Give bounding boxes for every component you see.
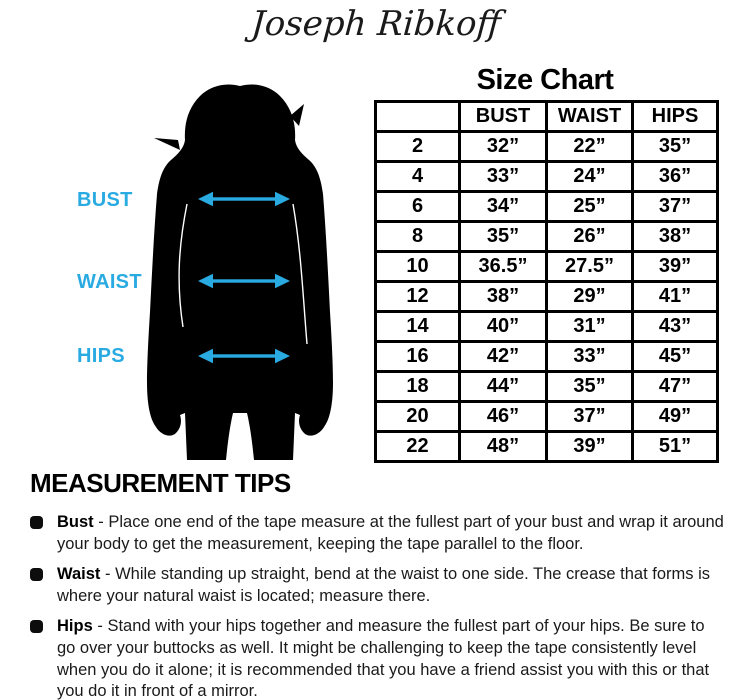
table-cell: 8 xyxy=(376,222,460,252)
table-cell: 36.5” xyxy=(460,252,547,282)
size-column-header xyxy=(376,102,460,132)
table-cell: 10 xyxy=(376,252,460,282)
table-cell: 12 xyxy=(376,282,460,312)
tip-label: Waist xyxy=(57,565,101,584)
table-cell: 35” xyxy=(460,222,547,252)
brand-logo: Joseph Ribkoff xyxy=(249,4,503,44)
table-cell: 41” xyxy=(633,282,718,312)
table-cell: 24” xyxy=(547,162,633,192)
table-cell: 29” xyxy=(547,282,633,312)
tip-text: Hips - Stand with your hips together and measure the fullest part of your hips. Be sure to go over your buttocks as well. It might be challenging to keep the tape consistently level when you do it alone; it is recommended that you have a friend assist you with this or that you do it in front of a mirror. xyxy=(57,617,710,700)
tip-waist xyxy=(30,564,736,607)
table-cell: 49” xyxy=(633,402,718,432)
table-cell: 35” xyxy=(633,132,718,162)
table-cell: 4 xyxy=(376,162,460,192)
table-cell: 2 xyxy=(376,132,460,162)
table-cell: 31” xyxy=(547,312,633,342)
table-cell: 45” xyxy=(633,342,718,372)
table-row xyxy=(376,432,718,462)
table-cell: 32” xyxy=(460,132,547,162)
table-cell: 22” xyxy=(547,132,633,162)
square-bullet-icon xyxy=(30,568,43,581)
table-cell: 14 xyxy=(376,312,460,342)
table-cell: 35” xyxy=(547,372,633,402)
bust-arrow-icon xyxy=(197,190,291,208)
table-row xyxy=(376,372,718,402)
measurement-tips-section xyxy=(30,468,736,700)
bust-label: BUST xyxy=(77,189,133,211)
table-cell: 43” xyxy=(633,312,718,342)
table-cell: 40” xyxy=(460,312,547,342)
table-cell: 38” xyxy=(460,282,547,312)
size-chart-body xyxy=(376,132,718,462)
table-cell: 26” xyxy=(547,222,633,252)
hair-strand-left xyxy=(154,138,180,150)
tip-label: Hips xyxy=(57,617,93,636)
table-cell: 6 xyxy=(376,192,460,222)
table-cell: 39” xyxy=(633,252,718,282)
size-chart-table xyxy=(374,100,719,463)
tip-text: Waist - While standing up straight, bend at the waist to one side. The crease that forms is where your natural waist is located; measure there. xyxy=(57,565,711,605)
table-cell: 47” xyxy=(633,372,718,402)
table-cell: 39” xyxy=(547,432,633,462)
table-row xyxy=(376,192,718,222)
table-cell: 33” xyxy=(460,162,547,192)
table-cell: 34” xyxy=(460,192,547,222)
table-row xyxy=(376,252,718,282)
hips-arrow-icon xyxy=(197,347,291,365)
waist-column-header: WAIST xyxy=(547,102,633,132)
table-row xyxy=(376,342,718,372)
table-row xyxy=(376,132,718,162)
table-cell: 20 xyxy=(376,402,460,432)
table-cell: 37” xyxy=(633,192,718,222)
table-cell: 18 xyxy=(376,372,460,402)
hips-label: HIPS xyxy=(77,345,125,367)
table-cell: 38” xyxy=(633,222,718,252)
table-cell: 22 xyxy=(376,432,460,462)
tip-text: Bust - Place one end of the tape measure at the fullest part of your bust and wrap it around your body to get the measurement, keeping the tape parallel to the floor. xyxy=(57,513,724,553)
table-row xyxy=(376,282,718,312)
tip-bust xyxy=(30,512,736,555)
table-cell: 27.5” xyxy=(547,252,633,282)
tip-hips xyxy=(30,616,736,700)
square-bullet-icon xyxy=(30,620,43,633)
table-cell: 37” xyxy=(547,402,633,432)
table-row xyxy=(376,222,718,252)
hips-column-header: HIPS xyxy=(633,102,718,132)
table-row xyxy=(376,162,718,192)
tips-heading: MEASUREMENT TIPS xyxy=(30,468,291,498)
table-cell: 48” xyxy=(460,432,547,462)
table-cell: 44” xyxy=(460,372,547,402)
table-row xyxy=(376,312,718,342)
tip-label: Bust xyxy=(57,513,94,531)
table-cell: 46” xyxy=(460,402,547,432)
table-header-row xyxy=(376,102,718,132)
table-row xyxy=(376,402,718,432)
table-cell: 51” xyxy=(633,432,718,462)
table-cell: 42” xyxy=(460,342,547,372)
table-cell: 25” xyxy=(547,192,633,222)
table-cell: 33” xyxy=(547,342,633,372)
table-cell: 16 xyxy=(376,342,460,372)
waist-arrow-icon xyxy=(197,272,291,290)
waist-label: WAIST xyxy=(77,271,142,293)
bust-column-header: BUST xyxy=(460,102,547,132)
square-bullet-icon xyxy=(30,516,43,529)
table-cell: 36” xyxy=(633,162,718,192)
size-chart-title: Size Chart xyxy=(476,64,614,96)
